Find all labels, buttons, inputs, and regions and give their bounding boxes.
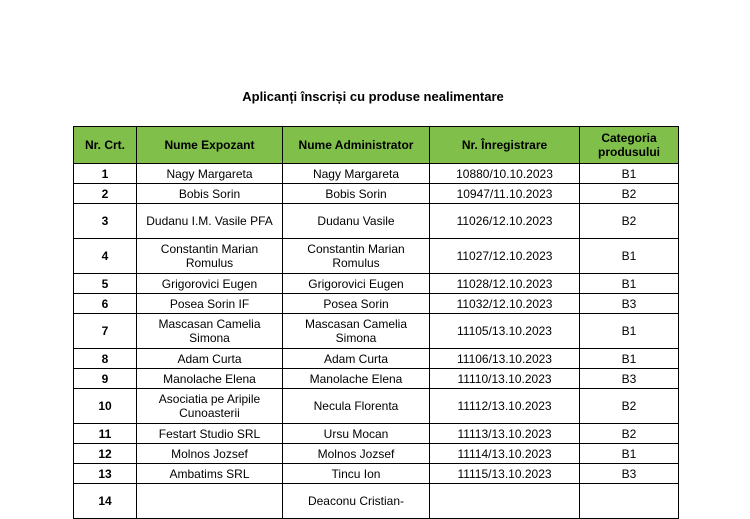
cell-categorie: B2 <box>580 204 679 239</box>
header-nume-administrator: Nume Administrator <box>283 127 430 164</box>
cell-nr: 13 <box>74 464 137 484</box>
cell-administrator: Necula Florenta <box>283 389 430 424</box>
cell-inregistrare: 11115/13.10.2023 <box>430 464 580 484</box>
cell-expozant: Manolache Elena <box>137 369 283 389</box>
cell-nr: 10 <box>74 389 137 424</box>
cell-categorie: B3 <box>580 294 679 314</box>
table-row <box>74 204 679 239</box>
cell-inregistrare: 11110/13.10.2023 <box>430 369 580 389</box>
cell-administrator: Constantin Marian Romulus <box>283 239 430 274</box>
cell-categorie: B1 <box>580 314 679 349</box>
cell-categorie: B1 <box>580 349 679 369</box>
table-row <box>74 314 679 349</box>
cell-nr: 8 <box>74 349 137 369</box>
cell-categorie: B2 <box>580 424 679 444</box>
table-row <box>74 484 679 519</box>
header-nr-inregistrare: Nr. Înregistrare <box>430 127 580 164</box>
cell-categorie: B2 <box>580 184 679 204</box>
cell-expozant: Grigorovici Eugen <box>137 274 283 294</box>
table-row <box>74 389 679 424</box>
cell-inregistrare: 10880/10.10.2023 <box>430 164 580 184</box>
table-header-row <box>74 127 679 164</box>
table-row <box>74 294 679 314</box>
header-nume-expozant: Nume Expozant <box>137 127 283 164</box>
cell-administrator: Nagy Margareta <box>283 164 430 184</box>
table-row <box>74 239 679 274</box>
cell-expozant: Asociatia pe Aripile Cunoasterii <box>137 389 283 424</box>
cell-inregistrare: 11105/13.10.2023 <box>430 314 580 349</box>
cell-administrator: Grigorovici Eugen <box>283 274 430 294</box>
cell-expozant: Molnos Jozsef <box>137 444 283 464</box>
table-row <box>74 349 679 369</box>
cell-inregistrare: 11112/13.10.2023 <box>430 389 580 424</box>
cell-expozant: Adam Curta <box>137 349 283 369</box>
cell-expozant: Bobis Sorin <box>137 184 283 204</box>
cell-expozant: Festart Studio SRL <box>137 424 283 444</box>
cell-administrator: Tincu Ion <box>283 464 430 484</box>
table-row <box>74 369 679 389</box>
cell-inregistrare: 11026/12.10.2023 <box>430 204 580 239</box>
cell-administrator: Posea Sorin <box>283 294 430 314</box>
cell-administrator: Adam Curta <box>283 349 430 369</box>
cell-inregistrare: 11114/13.10.2023 <box>430 444 580 464</box>
cell-nr: 5 <box>74 274 137 294</box>
table-row <box>74 184 679 204</box>
cell-categorie: B3 <box>580 369 679 389</box>
cell-administrator: Dudanu Vasile <box>283 204 430 239</box>
cell-expozant: Constantin Marian Romulus <box>137 239 283 274</box>
table-row <box>74 164 679 184</box>
cell-nr: 2 <box>74 184 137 204</box>
table-row <box>74 464 679 484</box>
header-nr-crt: Nr. Crt. <box>74 127 137 164</box>
cell-categorie: B1 <box>580 164 679 184</box>
cell-inregistrare <box>430 484 580 519</box>
cell-expozant <box>137 484 283 519</box>
cell-categorie: B2 <box>580 389 679 424</box>
cell-nr: 4 <box>74 239 137 274</box>
cell-expozant: Nagy Margareta <box>137 164 283 184</box>
cell-inregistrare: 10947/11.10.2023 <box>430 184 580 204</box>
cell-nr: 7 <box>74 314 137 349</box>
cell-administrator: Manolache Elena <box>283 369 430 389</box>
cell-administrator: Molnos Jozsef <box>283 444 430 464</box>
cell-inregistrare: 11028/12.10.2023 <box>430 274 580 294</box>
document-title: Aplicanți înscriși cu produse nealimentare <box>242 89 504 104</box>
cell-expozant: Posea Sorin IF <box>137 294 283 314</box>
cell-expozant: Mascasan Camelia Simona <box>137 314 283 349</box>
cell-nr: 9 <box>74 369 137 389</box>
cell-categorie: B1 <box>580 274 679 294</box>
cell-administrator: Bobis Sorin <box>283 184 430 204</box>
cell-categorie: B1 <box>580 444 679 464</box>
cell-nr: 6 <box>74 294 137 314</box>
cell-expozant: Dudanu I.M. Vasile PFA <box>137 204 283 239</box>
cell-nr: 12 <box>74 444 137 464</box>
cell-inregistrare: 11106/13.10.2023 <box>430 349 580 369</box>
table-row <box>74 444 679 464</box>
cell-administrator: Ursu Mocan <box>283 424 430 444</box>
cell-nr: 11 <box>74 424 137 444</box>
cell-categorie: B1 <box>580 239 679 274</box>
cell-inregistrare: 11113/13.10.2023 <box>430 424 580 444</box>
cell-nr: 14 <box>74 484 137 519</box>
cell-administrator: Deaconu Cristian- <box>283 484 430 519</box>
header-categoria-produsului: Categoria produsului <box>580 127 679 164</box>
cell-expozant: Ambatims SRL <box>137 464 283 484</box>
cell-nr: 3 <box>74 204 137 239</box>
applicants-table <box>73 126 679 519</box>
cell-administrator: Mascasan Camelia Simona <box>283 314 430 349</box>
cell-categorie: B3 <box>580 464 679 484</box>
cell-categorie <box>580 484 679 519</box>
table-row <box>74 424 679 444</box>
cell-inregistrare: 11027/12.10.2023 <box>430 239 580 274</box>
cell-nr: 1 <box>74 164 137 184</box>
cell-inregistrare: 11032/12.10.2023 <box>430 294 580 314</box>
table-row <box>74 274 679 294</box>
